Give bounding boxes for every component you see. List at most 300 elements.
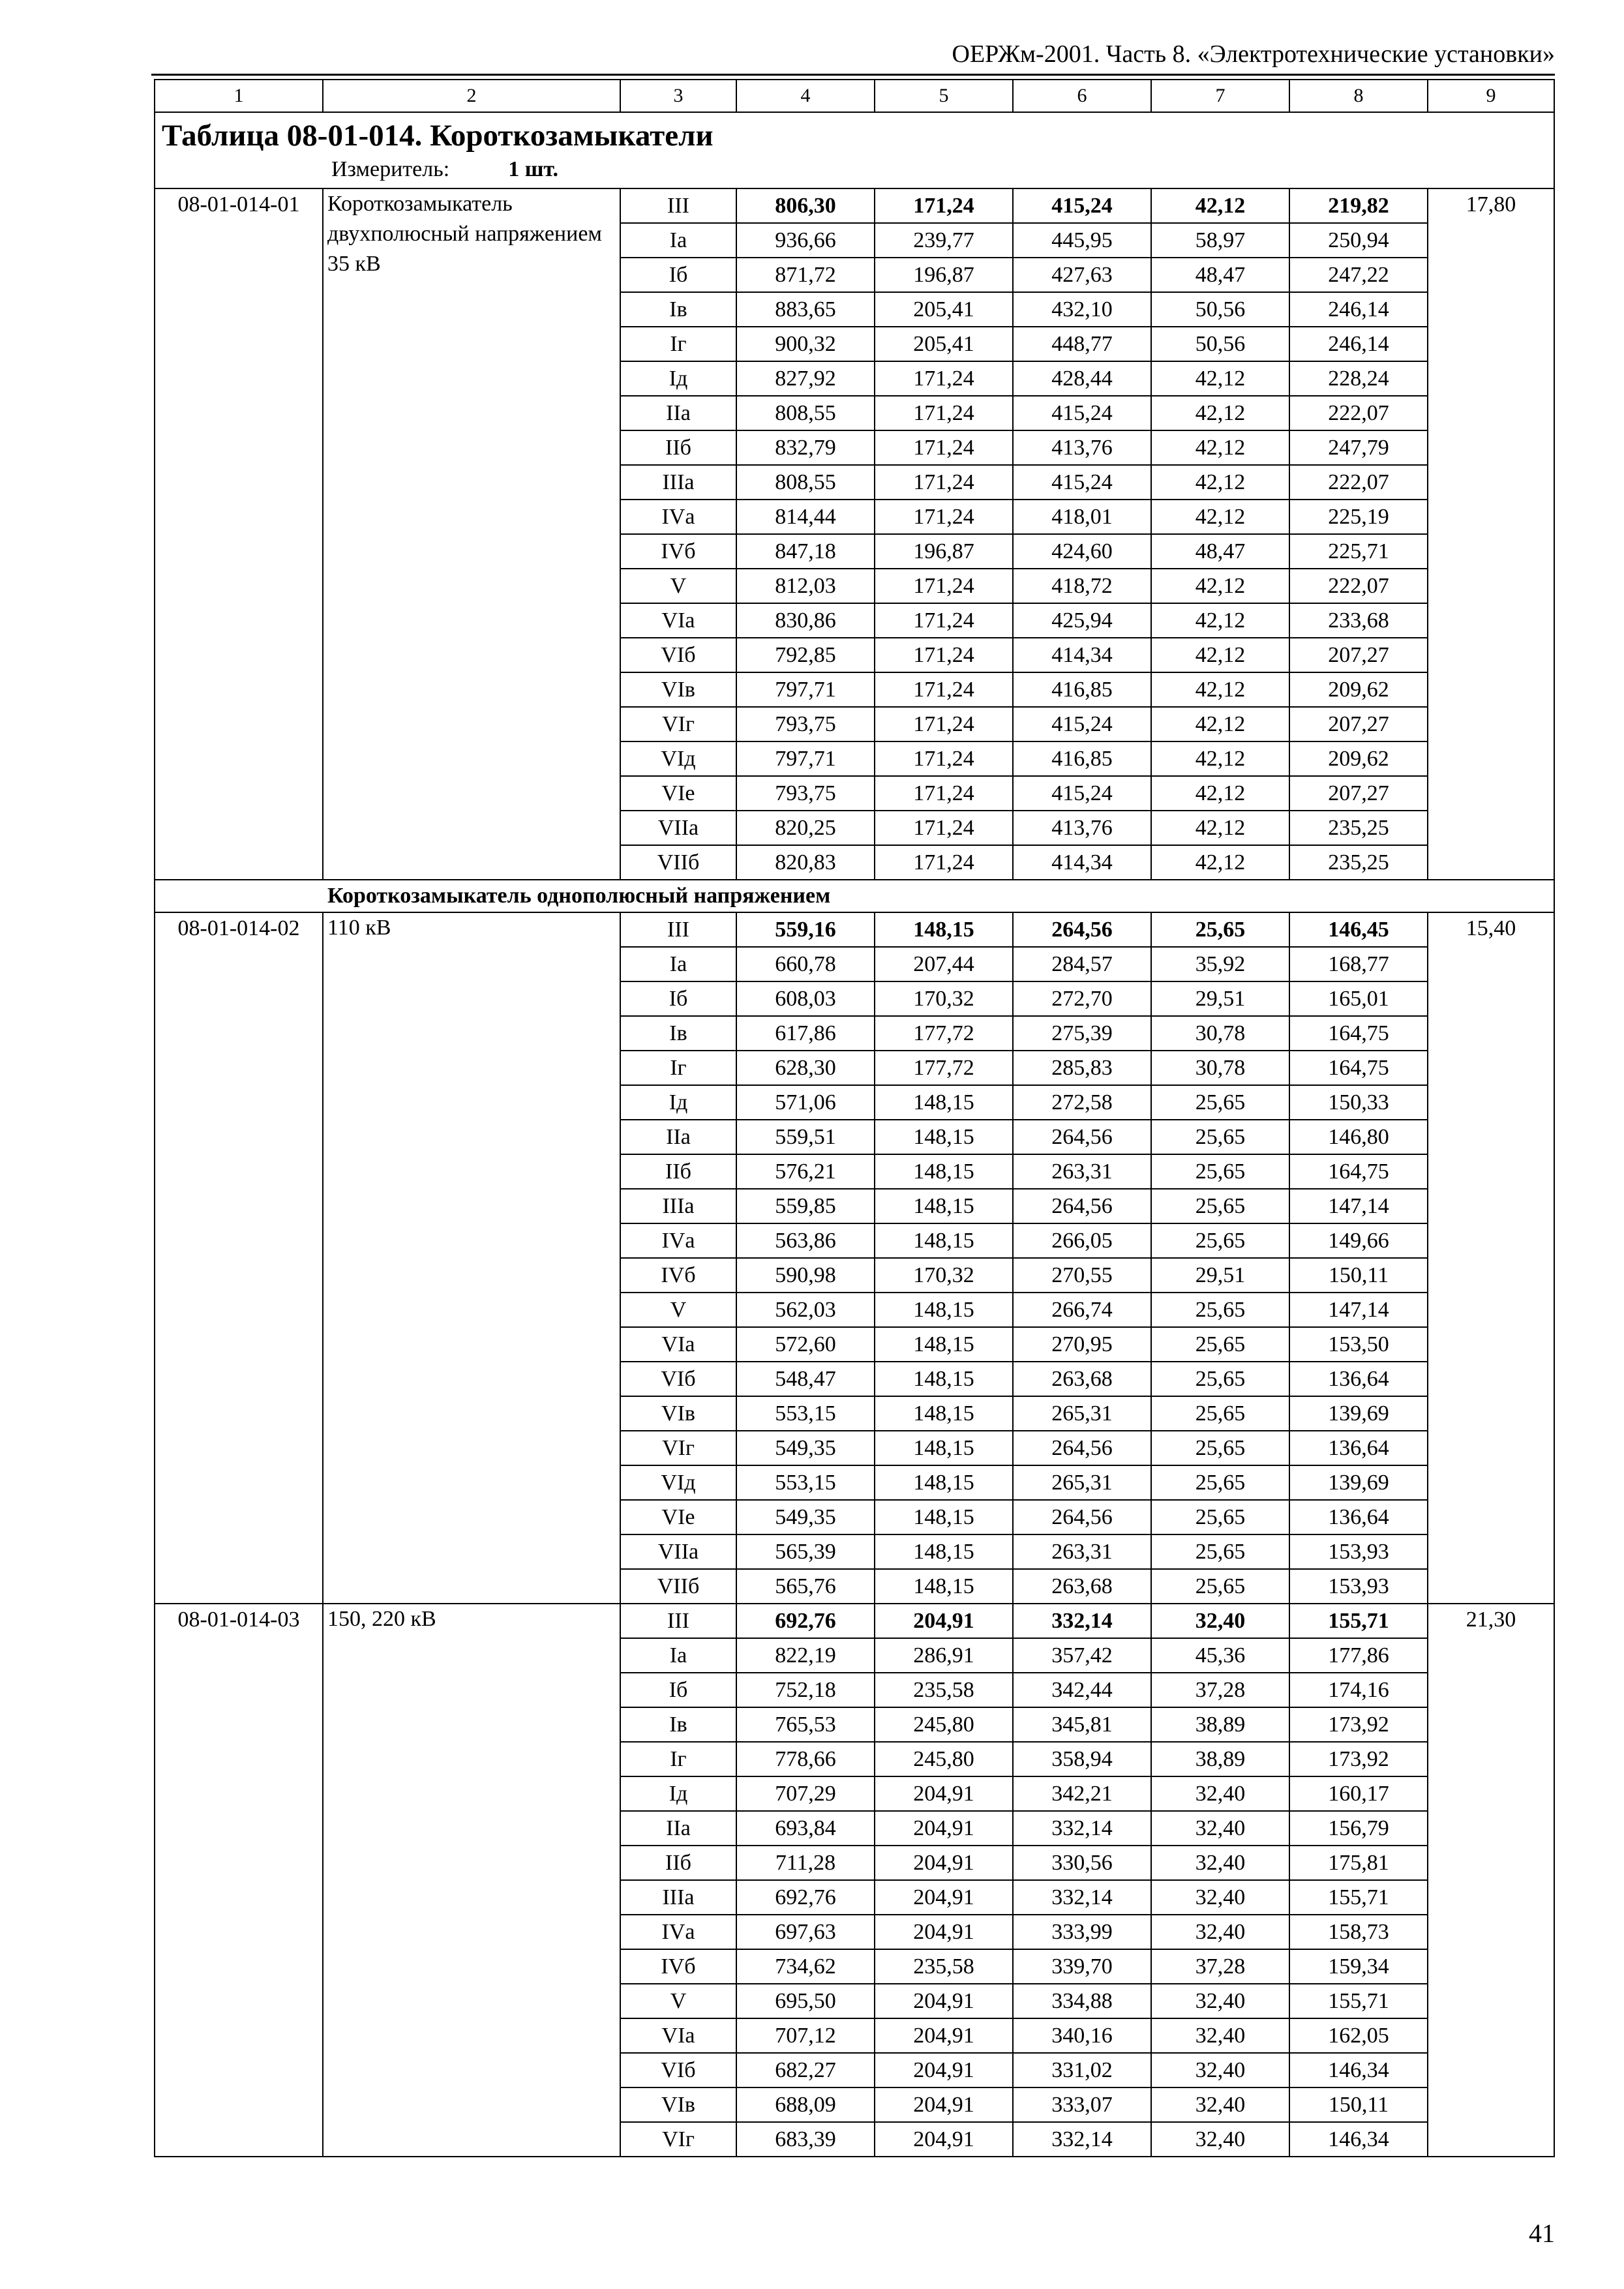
measure-value: 1 шт.	[508, 157, 559, 181]
table-title: Таблица 08-01-014. Короткозамыкатели	[162, 119, 714, 153]
cost-value: 170,32	[875, 1258, 1013, 1293]
cost-value: 136,64	[1289, 1500, 1428, 1534]
cost-value: 164,75	[1289, 1154, 1428, 1189]
zone-code: Iа	[620, 223, 736, 258]
cost-value: 205,41	[875, 327, 1013, 361]
cost-value: 559,51	[736, 1120, 875, 1154]
cost-value: 155,71	[1289, 1604, 1428, 1638]
cost-value: 25,65	[1151, 1154, 1289, 1189]
zone-code: IVб	[620, 534, 736, 569]
zone-code: VIд	[620, 1465, 736, 1500]
zone-code: VIб	[620, 2053, 736, 2087]
cost-value: 424,60	[1013, 534, 1151, 569]
zone-code: Iа	[620, 947, 736, 981]
cost-value: 264,56	[1013, 1431, 1151, 1465]
cost-value: 797,71	[736, 741, 875, 776]
zone-code: Iа	[620, 1638, 736, 1673]
cost-value: 146,80	[1289, 1120, 1428, 1154]
cost-value: 207,27	[1289, 776, 1428, 811]
cost-value: 25,65	[1151, 1500, 1289, 1534]
zone-code: Iг	[620, 1051, 736, 1085]
labor-value: 17,80	[1428, 188, 1554, 880]
zone-code: VIб	[620, 638, 736, 672]
cost-value: 822,19	[736, 1638, 875, 1673]
cost-value: 42,12	[1151, 569, 1289, 603]
cost-value: 264,56	[1013, 1500, 1151, 1534]
zone-code: Iв	[620, 1707, 736, 1742]
cost-value: 900,32	[736, 327, 875, 361]
cost-value: 148,15	[875, 1085, 1013, 1120]
zone-code: IIб	[620, 1846, 736, 1880]
cost-value: 30,78	[1151, 1051, 1289, 1085]
cost-value: 572,60	[736, 1327, 875, 1362]
cost-value: 153,93	[1289, 1569, 1428, 1604]
cost-value: 32,40	[1151, 1604, 1289, 1638]
column-number: 7	[1151, 80, 1289, 112]
zone-code: Iг	[620, 327, 736, 361]
cost-value: 35,92	[1151, 947, 1289, 981]
column-number: 4	[736, 80, 875, 112]
cost-value: 235,25	[1289, 811, 1428, 845]
cost-value: 42,12	[1151, 741, 1289, 776]
cost-value: 171,24	[875, 361, 1013, 396]
cost-value: 688,09	[736, 2087, 875, 2122]
cost-value: 284,57	[1013, 947, 1151, 981]
cost-value: 204,91	[875, 1846, 1013, 1880]
cost-value: 32,40	[1151, 1776, 1289, 1811]
cost-value: 692,76	[736, 1880, 875, 1915]
zone-code: VIв	[620, 672, 736, 707]
cost-value: 148,15	[875, 1154, 1013, 1189]
cost-value: 245,80	[875, 1742, 1013, 1776]
cost-value: 25,65	[1151, 1223, 1289, 1258]
cost-value: 32,40	[1151, 2018, 1289, 2053]
cost-value: 148,15	[875, 1120, 1013, 1154]
cost-value: 264,56	[1013, 912, 1151, 947]
cost-value: 50,56	[1151, 327, 1289, 361]
cost-value: 808,55	[736, 396, 875, 430]
cost-value: 883,65	[736, 292, 875, 327]
cost-value: 793,75	[736, 776, 875, 811]
table-row	[155, 912, 1554, 947]
cost-value: 32,40	[1151, 2053, 1289, 2087]
zone-code: Iд	[620, 1776, 736, 1811]
zone-code: III	[620, 1604, 736, 1638]
cost-value: 628,30	[736, 1051, 875, 1085]
cost-value: 617,86	[736, 1016, 875, 1051]
cost-value: 415,24	[1013, 188, 1151, 223]
cost-value: 330,56	[1013, 1846, 1151, 1880]
cost-value: 752,18	[736, 1673, 875, 1707]
cost-value: 136,64	[1289, 1431, 1428, 1465]
zone-code: V	[620, 1984, 736, 2018]
cost-value: 148,15	[875, 912, 1013, 947]
cost-value: 608,03	[736, 981, 875, 1016]
cost-value: 171,24	[875, 707, 1013, 741]
cost-value: 692,76	[736, 1604, 875, 1638]
cost-value: 415,24	[1013, 396, 1151, 430]
cost-value: 806,30	[736, 188, 875, 223]
cost-value: 264,56	[1013, 1189, 1151, 1223]
cost-value: 25,65	[1151, 1431, 1289, 1465]
cost-value: 177,72	[875, 1016, 1013, 1051]
cost-value: 139,69	[1289, 1465, 1428, 1500]
cost-value: 797,71	[736, 672, 875, 707]
cost-value: 29,51	[1151, 1258, 1289, 1293]
page-number: 41	[1529, 2219, 1555, 2248]
zone-code: IVб	[620, 1949, 736, 1984]
zone-code: VIIа	[620, 1534, 736, 1569]
cost-value: 228,24	[1289, 361, 1428, 396]
cost-value: 156,79	[1289, 1811, 1428, 1846]
zone-code: IVа	[620, 1223, 736, 1258]
cost-value: 148,15	[875, 1465, 1013, 1500]
cost-value: 418,01	[1013, 500, 1151, 534]
cost-value: 765,53	[736, 1707, 875, 1742]
zone-code: IIа	[620, 1811, 736, 1846]
cost-value: 165,01	[1289, 981, 1428, 1016]
cost-value: 171,24	[875, 811, 1013, 845]
cost-value: 707,29	[736, 1776, 875, 1811]
cost-value: 207,27	[1289, 707, 1428, 741]
cost-value: 432,10	[1013, 292, 1151, 327]
cost-value: 171,24	[875, 188, 1013, 223]
cost-value: 155,71	[1289, 1880, 1428, 1915]
zone-code: III	[620, 188, 736, 223]
cost-value: 146,34	[1289, 2053, 1428, 2087]
subheading: Короткозамыкатель однополюсный напряжением	[155, 880, 1554, 912]
cost-value: 148,15	[875, 1327, 1013, 1362]
table-body	[155, 80, 1554, 2157]
zone-code: VIIб	[620, 1569, 736, 1604]
cost-value: 272,70	[1013, 981, 1151, 1016]
zone-code: VIа	[620, 1327, 736, 1362]
cost-value: 150,11	[1289, 2087, 1428, 2122]
column-number: 3	[620, 80, 736, 112]
cost-value: 245,80	[875, 1707, 1013, 1742]
cost-value: 175,81	[1289, 1846, 1428, 1880]
cost-value: 42,12	[1151, 396, 1289, 430]
cost-value: 171,24	[875, 396, 1013, 430]
table-title-cell	[155, 112, 1554, 188]
zone-code: IIб	[620, 1154, 736, 1189]
cost-value: 263,31	[1013, 1154, 1151, 1189]
cost-value: 265,31	[1013, 1396, 1151, 1431]
cost-value: 25,65	[1151, 1465, 1289, 1500]
row-name: Короткозамыкатель двухполюсный напряжением 35 кВ	[323, 188, 620, 880]
cost-value: 25,65	[1151, 1396, 1289, 1431]
cost-value: 562,03	[736, 1293, 875, 1327]
cost-value: 148,15	[875, 1569, 1013, 1604]
cost-value: 171,24	[875, 603, 1013, 638]
column-number: 2	[323, 80, 620, 112]
cost-value: 32,40	[1151, 2122, 1289, 2157]
cost-value: 171,24	[875, 569, 1013, 603]
cost-value: 171,24	[875, 845, 1013, 880]
cost-value: 332,14	[1013, 1811, 1151, 1846]
row-code: 08-01-014-03	[155, 1604, 323, 2157]
cost-value: 418,72	[1013, 569, 1151, 603]
zone-code: VIа	[620, 2018, 736, 2053]
cost-value: 171,24	[875, 776, 1013, 811]
cost-value: 164,75	[1289, 1016, 1428, 1051]
cost-value: 207,27	[1289, 638, 1428, 672]
zone-code: VIг	[620, 1431, 736, 1465]
cost-value: 415,24	[1013, 776, 1151, 811]
cost-value: 25,65	[1151, 1293, 1289, 1327]
cost-value: 683,39	[736, 2122, 875, 2157]
cost-value: 695,50	[736, 1984, 875, 2018]
cost-value: 148,15	[875, 1293, 1013, 1327]
cost-value: 334,88	[1013, 1984, 1151, 2018]
cost-value: 820,25	[736, 811, 875, 845]
column-number: 8	[1289, 80, 1428, 112]
zone-code: IVа	[620, 1915, 736, 1949]
cost-value: 25,65	[1151, 1534, 1289, 1569]
cost-value: 25,65	[1151, 912, 1289, 947]
cost-value: 204,91	[875, 2018, 1013, 2053]
cost-value: 177,72	[875, 1051, 1013, 1085]
cost-value: 32,40	[1151, 1984, 1289, 2018]
measure-label: Измеритель:	[331, 157, 450, 181]
cost-value: 42,12	[1151, 188, 1289, 223]
cost-value: 204,91	[875, 2087, 1013, 2122]
cost-value: 428,44	[1013, 361, 1151, 396]
cost-value: 146,45	[1289, 912, 1428, 947]
cost-value: 148,15	[875, 1223, 1013, 1258]
zone-code: Iв	[620, 1016, 736, 1051]
cost-value: 416,85	[1013, 741, 1151, 776]
zone-code: Iд	[620, 361, 736, 396]
cost-value: 425,94	[1013, 603, 1151, 638]
cost-value: 270,55	[1013, 1258, 1151, 1293]
cost-value: 820,83	[736, 845, 875, 880]
zone-code: VIIа	[620, 811, 736, 845]
cost-value: 171,24	[875, 741, 1013, 776]
cost-value: 42,12	[1151, 603, 1289, 638]
cost-value: 48,47	[1151, 534, 1289, 569]
cost-value: 275,39	[1013, 1016, 1151, 1051]
zone-code: Iв	[620, 292, 736, 327]
cost-value: 32,40	[1151, 1811, 1289, 1846]
cost-value: 339,70	[1013, 1949, 1151, 1984]
cost-value: 25,65	[1151, 1085, 1289, 1120]
zone-code: IIIа	[620, 465, 736, 500]
cost-value: 38,89	[1151, 1742, 1289, 1776]
cost-value: 171,24	[875, 465, 1013, 500]
cost-value: 170,32	[875, 981, 1013, 1016]
cost-value: 548,47	[736, 1362, 875, 1396]
cost-value: 148,15	[875, 1362, 1013, 1396]
cost-value: 286,91	[875, 1638, 1013, 1673]
cost-value: 576,21	[736, 1154, 875, 1189]
cost-value: 246,14	[1289, 292, 1428, 327]
cost-value: 448,77	[1013, 327, 1151, 361]
cost-value: 233,68	[1289, 603, 1428, 638]
cost-value: 32,40	[1151, 1846, 1289, 1880]
cost-value: 204,91	[875, 1984, 1013, 2018]
zone-code: VIв	[620, 2087, 736, 2122]
cost-value: 565,76	[736, 1569, 875, 1604]
cost-value: 246,14	[1289, 327, 1428, 361]
cost-value: 205,41	[875, 292, 1013, 327]
cost-value: 219,82	[1289, 188, 1428, 223]
cost-value: 263,31	[1013, 1534, 1151, 1569]
cost-value: 549,35	[736, 1431, 875, 1465]
cost-value: 660,78	[736, 947, 875, 981]
column-number: 5	[875, 80, 1013, 112]
cost-value: 345,81	[1013, 1707, 1151, 1742]
cost-value: 171,24	[875, 430, 1013, 465]
cost-value: 333,07	[1013, 2087, 1151, 2122]
cost-value: 159,34	[1289, 1949, 1428, 1984]
cost-value: 250,94	[1289, 223, 1428, 258]
table-row	[155, 1604, 1554, 1638]
cost-value: 42,12	[1151, 672, 1289, 707]
cost-value: 209,62	[1289, 672, 1428, 707]
cost-value: 147,14	[1289, 1293, 1428, 1327]
cost-value: 174,16	[1289, 1673, 1428, 1707]
cost-value: 332,14	[1013, 1604, 1151, 1638]
cost-value: 847,18	[736, 534, 875, 569]
cost-value: 266,05	[1013, 1223, 1151, 1258]
cost-value: 148,15	[875, 1396, 1013, 1431]
zone-code: VIв	[620, 1396, 736, 1431]
cost-value: 263,68	[1013, 1362, 1151, 1396]
cost-value: 222,07	[1289, 465, 1428, 500]
cost-value: 42,12	[1151, 707, 1289, 741]
cost-value: 871,72	[736, 258, 875, 292]
zone-code: V	[620, 569, 736, 603]
cost-value: 153,93	[1289, 1534, 1428, 1569]
zone-code: IVб	[620, 1258, 736, 1293]
subheading-row	[155, 880, 1554, 912]
cost-value: 196,87	[875, 534, 1013, 569]
cost-value: 357,42	[1013, 1638, 1151, 1673]
page-header: ОЕРЖм-2001. Часть 8. «Электротехнические установки»	[952, 40, 1555, 68]
zone-code: VIе	[620, 776, 736, 811]
cost-value: 58,97	[1151, 223, 1289, 258]
cost-value: 808,55	[736, 465, 875, 500]
cost-value: 209,62	[1289, 741, 1428, 776]
column-number: 9	[1428, 80, 1554, 112]
column-number: 6	[1013, 80, 1151, 112]
cost-value: 247,79	[1289, 430, 1428, 465]
zone-code: Iд	[620, 1085, 736, 1120]
zone-code: Iб	[620, 1673, 736, 1707]
cost-value: 264,56	[1013, 1120, 1151, 1154]
cost-value: 693,84	[736, 1811, 875, 1846]
zone-code: IIа	[620, 396, 736, 430]
cost-value: 559,85	[736, 1189, 875, 1223]
cost-value: 38,89	[1151, 1707, 1289, 1742]
cost-value: 332,14	[1013, 1880, 1151, 1915]
cost-value: 778,66	[736, 1742, 875, 1776]
cost-value: 235,58	[875, 1673, 1013, 1707]
cost-value: 148,15	[875, 1534, 1013, 1569]
cost-value: 42,12	[1151, 845, 1289, 880]
cost-value: 285,83	[1013, 1051, 1151, 1085]
cost-value: 827,92	[736, 361, 875, 396]
zone-code: Iб	[620, 258, 736, 292]
cost-value: 358,94	[1013, 1742, 1151, 1776]
cost-value: 247,22	[1289, 258, 1428, 292]
cost-value: 559,16	[736, 912, 875, 947]
cost-value: 139,69	[1289, 1396, 1428, 1431]
cost-value: 830,86	[736, 603, 875, 638]
cost-value: 340,16	[1013, 2018, 1151, 2053]
cost-value: 207,44	[875, 947, 1013, 981]
column-number-row	[155, 80, 1554, 112]
cost-value: 50,56	[1151, 292, 1289, 327]
zone-code: IIIа	[620, 1880, 736, 1915]
zone-code: VIг	[620, 707, 736, 741]
cost-value: 416,85	[1013, 672, 1151, 707]
cost-value: 222,07	[1289, 569, 1428, 603]
cost-value: 204,91	[875, 1604, 1013, 1638]
cost-value: 158,73	[1289, 1915, 1428, 1949]
cost-value: 32,40	[1151, 1915, 1289, 1949]
cost-value: 25,65	[1151, 1120, 1289, 1154]
cost-value: 37,28	[1151, 1673, 1289, 1707]
header-rule	[151, 74, 1555, 76]
zone-code: III	[620, 912, 736, 947]
cost-value: 42,12	[1151, 465, 1289, 500]
cost-value: 29,51	[1151, 981, 1289, 1016]
cost-value: 173,92	[1289, 1707, 1428, 1742]
cost-value: 225,71	[1289, 534, 1428, 569]
cost-value: 415,24	[1013, 465, 1151, 500]
cost-value: 147,14	[1289, 1189, 1428, 1223]
cost-value: 42,12	[1151, 638, 1289, 672]
zone-code: VIе	[620, 1500, 736, 1534]
cost-value: 272,58	[1013, 1085, 1151, 1120]
cost-value: 331,02	[1013, 2053, 1151, 2087]
cost-value: 25,65	[1151, 1327, 1289, 1362]
cost-value: 37,28	[1151, 1949, 1289, 1984]
cost-value: 204,91	[875, 1776, 1013, 1811]
cost-value: 445,95	[1013, 223, 1151, 258]
cost-value: 812,03	[736, 569, 875, 603]
cost-value: 832,79	[736, 430, 875, 465]
cost-value: 196,87	[875, 258, 1013, 292]
zone-code: VIб	[620, 1362, 736, 1396]
cost-value: 263,68	[1013, 1569, 1151, 1604]
cost-value: 42,12	[1151, 361, 1289, 396]
cost-value: 48,47	[1151, 258, 1289, 292]
cost-value: 414,34	[1013, 638, 1151, 672]
cost-value: 146,34	[1289, 2122, 1428, 2157]
labor-value: 15,40	[1428, 912, 1554, 1604]
cost-value: 235,58	[875, 1949, 1013, 1984]
zone-code: Iб	[620, 981, 736, 1016]
cost-value: 342,21	[1013, 1776, 1151, 1811]
zone-code: IIб	[620, 430, 736, 465]
zone-code: IVа	[620, 500, 736, 534]
labor-value: 21,30	[1428, 1604, 1554, 2157]
zone-code: IIа	[620, 1120, 736, 1154]
zone-code: IIIа	[620, 1189, 736, 1223]
cost-value: 25,65	[1151, 1569, 1289, 1604]
cost-value: 814,44	[736, 500, 875, 534]
cost-value: 42,12	[1151, 811, 1289, 845]
cost-value: 173,92	[1289, 1742, 1428, 1776]
cost-value: 565,39	[736, 1534, 875, 1569]
cost-value: 150,11	[1289, 1258, 1428, 1293]
cost-value: 342,44	[1013, 1673, 1151, 1707]
cost-value: 155,71	[1289, 1984, 1428, 2018]
table-title-row	[155, 112, 1554, 188]
